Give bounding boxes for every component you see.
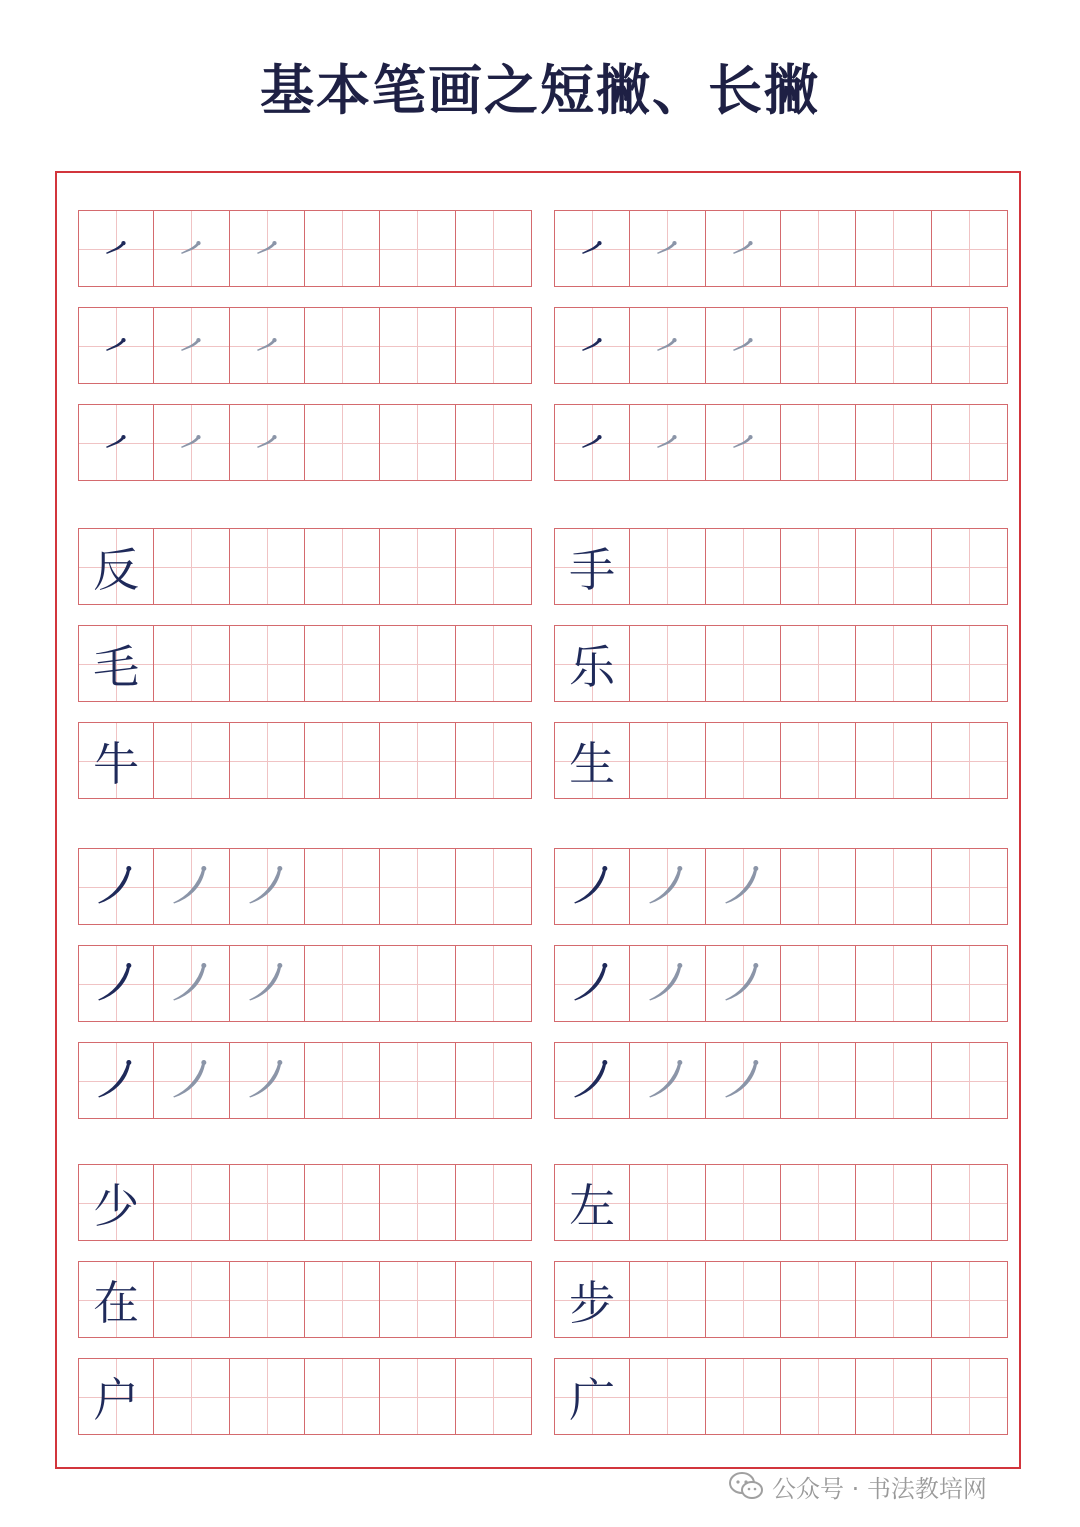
- tianzige-cell: [230, 1043, 305, 1118]
- tianzige-cell: [305, 1043, 380, 1118]
- tianzige-cell: [154, 723, 229, 798]
- tianzige-cell: [781, 405, 856, 480]
- tianzige-cell: [380, 211, 455, 286]
- tianzige-cell: [630, 946, 705, 1021]
- model-character: 步: [569, 1275, 616, 1330]
- tianzige-cell: [781, 1262, 856, 1337]
- practice-row: [554, 1164, 1008, 1241]
- tianzige-cell: [380, 1359, 455, 1434]
- tianzige-cell: [456, 723, 531, 798]
- tianzige-cell: [932, 405, 1007, 480]
- tianzige-cell: [932, 946, 1007, 1021]
- tianzige-cell: [380, 626, 455, 701]
- tianzige-cell: [555, 723, 630, 798]
- tianzige-cell: [932, 626, 1007, 701]
- tianzige-cell: [79, 1262, 154, 1337]
- practice-row: [78, 945, 532, 1022]
- tianzige-cell: [932, 308, 1007, 383]
- tianzige-cell: [555, 946, 630, 1021]
- practice-row: [554, 210, 1008, 287]
- practice-row: [78, 1042, 532, 1119]
- tianzige-cell: [154, 946, 229, 1021]
- tianzige-cell: [856, 211, 931, 286]
- practice-row: [554, 1358, 1008, 1435]
- tianzige-cell: [781, 1359, 856, 1434]
- tianzige-cell: [630, 849, 705, 924]
- tianzige-cell: [706, 1262, 781, 1337]
- tianzige-cell: [856, 405, 931, 480]
- practice-row: [554, 848, 1008, 925]
- tianzige-cell: [305, 211, 380, 286]
- tianzige-cell: [230, 308, 305, 383]
- tianzige-cell: [932, 723, 1007, 798]
- tianzige-cell: [932, 1262, 1007, 1337]
- tianzige-cell: [456, 529, 531, 604]
- tianzige-cell: [932, 1359, 1007, 1434]
- tianzige-cell: [230, 946, 305, 1021]
- tianzige-cell: [706, 1165, 781, 1240]
- tianzige-cell: [230, 849, 305, 924]
- wechat-icon: [728, 1471, 764, 1501]
- tianzige-cell: [630, 1359, 705, 1434]
- tianzige-cell: [154, 308, 229, 383]
- tianzige-cell: [230, 211, 305, 286]
- tianzige-cell: [305, 1262, 380, 1337]
- practice-row: [78, 307, 532, 384]
- tianzige-cell: [706, 211, 781, 286]
- tianzige-cell: [79, 211, 154, 286]
- tianzige-cell: [456, 405, 531, 480]
- tianzige-cell: [706, 405, 781, 480]
- tianzige-cell: [380, 308, 455, 383]
- tianzige-cell: [456, 1043, 531, 1118]
- practice-row: [554, 307, 1008, 384]
- tianzige-cell: [380, 1262, 455, 1337]
- tianzige-cell: [856, 1262, 931, 1337]
- tianzige-cell: [630, 1043, 705, 1118]
- tianzige-cell: [932, 529, 1007, 604]
- tianzige-cell: [154, 529, 229, 604]
- tianzige-cell: [555, 405, 630, 480]
- tianzige-cell: [305, 1165, 380, 1240]
- tianzige-cell: [706, 626, 781, 701]
- tianzige-cell: [856, 1359, 931, 1434]
- tianzige-cell: [154, 211, 229, 286]
- tianzige-cell: [630, 1165, 705, 1240]
- model-character: 少: [93, 1178, 140, 1233]
- tianzige-cell: [380, 1165, 455, 1240]
- tianzige-cell: [305, 1359, 380, 1434]
- practice-row: [78, 528, 532, 605]
- tianzige-cell: [230, 1262, 305, 1337]
- practice-row: [554, 1042, 1008, 1119]
- tianzige-cell: [856, 849, 931, 924]
- tianzige-cell: [380, 405, 455, 480]
- tianzige-cell: [781, 946, 856, 1021]
- tianzige-cell: [230, 529, 305, 604]
- practice-row: [554, 625, 1008, 702]
- tianzige-cell: [154, 626, 229, 701]
- tianzige-cell: [154, 1359, 229, 1434]
- tianzige-cell: [555, 1043, 630, 1118]
- tianzige-cell: [555, 308, 630, 383]
- watermark-text: 公众号 · 书法教培网: [772, 1474, 987, 1503]
- practice-row: [78, 722, 532, 799]
- tianzige-cell: [856, 946, 931, 1021]
- tianzige-cell: [856, 723, 931, 798]
- tianzige-cell: [706, 308, 781, 383]
- page-title: 基本笔画之短撇、长撇: [260, 58, 820, 122]
- tianzige-cell: [932, 1165, 1007, 1240]
- tianzige-cell: [456, 849, 531, 924]
- practice-row: [554, 722, 1008, 799]
- tianzige-cell: [555, 1165, 630, 1240]
- practice-row: [554, 528, 1008, 605]
- tianzige-cell: [555, 1359, 630, 1434]
- practice-row: [78, 625, 532, 702]
- practice-row: [78, 1164, 532, 1241]
- model-character: 在: [93, 1275, 140, 1330]
- tianzige-cell: [305, 723, 380, 798]
- tianzige-cell: [380, 723, 455, 798]
- tianzige-cell: [781, 1043, 856, 1118]
- tianzige-cell: [79, 723, 154, 798]
- tianzige-cell: [630, 1262, 705, 1337]
- tianzige-cell: [456, 1165, 531, 1240]
- practice-row: [554, 1261, 1008, 1338]
- model-character: 手: [569, 542, 616, 597]
- tianzige-cell: [555, 529, 630, 604]
- tianzige-cell: [932, 1043, 1007, 1118]
- tianzige-cell: [79, 308, 154, 383]
- tianzige-cell: [380, 1043, 455, 1118]
- tianzige-cell: [932, 211, 1007, 286]
- tianzige-cell: [380, 529, 455, 604]
- tianzige-cell: [79, 849, 154, 924]
- practice-row: [554, 404, 1008, 481]
- watermark: [728, 1466, 987, 1506]
- tianzige-cell: [305, 529, 380, 604]
- tianzige-cell: [456, 946, 531, 1021]
- tianzige-cell: [456, 1359, 531, 1434]
- model-character: 生: [569, 736, 616, 791]
- tianzige-cell: [630, 308, 705, 383]
- tianzige-cell: [79, 1043, 154, 1118]
- tianzige-cell: [555, 1262, 630, 1337]
- tianzige-cell: [305, 626, 380, 701]
- tianzige-cell: [630, 211, 705, 286]
- practice-row: [78, 848, 532, 925]
- tianzige-cell: [380, 946, 455, 1021]
- practice-row: [554, 945, 1008, 1022]
- tianzige-cell: [781, 529, 856, 604]
- tianzige-cell: [555, 211, 630, 286]
- practice-row: [78, 1261, 532, 1338]
- tianzige-cell: [154, 405, 229, 480]
- tianzige-cell: [456, 211, 531, 286]
- tianzige-cell: [706, 723, 781, 798]
- tianzige-cell: [781, 308, 856, 383]
- tianzige-cell: [781, 211, 856, 286]
- tianzige-cell: [456, 1262, 531, 1337]
- tianzige-cell: [154, 849, 229, 924]
- tianzige-cell: [706, 946, 781, 1021]
- tianzige-cell: [230, 723, 305, 798]
- tianzige-cell: [781, 626, 856, 701]
- model-character: 乐: [569, 639, 616, 694]
- tianzige-cell: [630, 405, 705, 480]
- tianzige-cell: [630, 626, 705, 701]
- tianzige-cell: [630, 529, 705, 604]
- tianzige-cell: [230, 1165, 305, 1240]
- tianzige-cell: [79, 946, 154, 1021]
- tianzige-cell: [305, 308, 380, 383]
- tianzige-cell: [79, 529, 154, 604]
- tianzige-cell: [706, 849, 781, 924]
- tianzige-cell: [79, 405, 154, 480]
- tianzige-cell: [706, 529, 781, 604]
- tianzige-cell: [230, 1359, 305, 1434]
- tianzige-cell: [230, 626, 305, 701]
- model-character: 牛: [93, 736, 140, 791]
- tianzige-cell: [555, 849, 630, 924]
- tianzige-cell: [305, 405, 380, 480]
- tianzige-cell: [781, 849, 856, 924]
- tianzige-cell: [154, 1165, 229, 1240]
- tianzige-cell: [79, 1165, 154, 1240]
- tianzige-cell: [781, 1165, 856, 1240]
- model-character: 毛: [93, 639, 140, 694]
- tianzige-cell: [456, 626, 531, 701]
- tianzige-cell: [856, 529, 931, 604]
- tianzige-cell: [230, 405, 305, 480]
- tianzige-cell: [79, 1359, 154, 1434]
- tianzige-cell: [154, 1043, 229, 1118]
- tianzige-cell: [932, 849, 1007, 924]
- model-character: 反: [93, 542, 140, 597]
- tianzige-cell: [555, 626, 630, 701]
- tianzige-cell: [706, 1043, 781, 1118]
- tianzige-cell: [380, 849, 455, 924]
- practice-row: [78, 404, 532, 481]
- tianzige-cell: [305, 946, 380, 1021]
- tianzige-cell: [856, 1165, 931, 1240]
- tianzige-cell: [79, 626, 154, 701]
- tianzige-cell: [856, 308, 931, 383]
- tianzige-cell: [154, 1262, 229, 1337]
- practice-row: [78, 210, 532, 287]
- tianzige-cell: [856, 626, 931, 701]
- model-character: 户: [93, 1372, 140, 1427]
- practice-row: [78, 1358, 532, 1435]
- model-character: 左: [569, 1178, 616, 1233]
- tianzige-cell: [630, 723, 705, 798]
- tianzige-cell: [706, 1359, 781, 1434]
- tianzige-cell: [856, 1043, 931, 1118]
- tianzige-cell: [456, 308, 531, 383]
- tianzige-cell: [305, 849, 380, 924]
- tianzige-cell: [781, 723, 856, 798]
- model-character: 广: [569, 1372, 616, 1427]
